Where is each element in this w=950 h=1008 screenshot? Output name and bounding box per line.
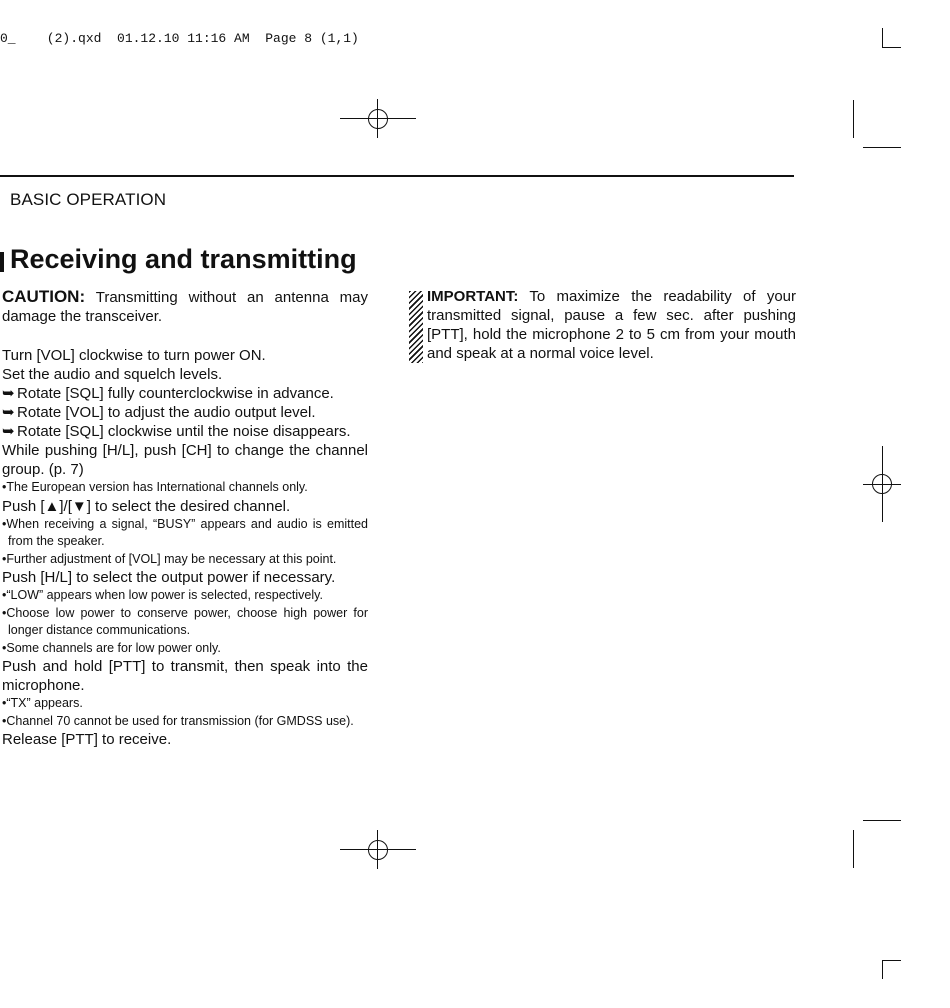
heading-marker [0, 252, 4, 272]
step-note: •Further adjustment of [VOL] may be necessary at this point. [2, 551, 337, 566]
crop-mark [863, 820, 901, 821]
crop-mark [882, 960, 901, 961]
important-text: To maximize the readability of your transmitted signal, pause a few sec. after pushing [PTT], hold the microphone 2 to 5 cm from your mouth and speak at a normal voice level. [427, 288, 796, 362]
sub-step: ➥ Rotate [VOL] to adjust the audio output level. [2, 404, 316, 421]
step-line: Set the audio and squelch levels. [2, 366, 223, 383]
crop-mark [853, 830, 854, 868]
page-heading: Receiving and transmitting [10, 244, 357, 274]
print-slug: 0_ (2).qxd 01.12.10 11:16 AM Page 8 (1,1) [0, 31, 359, 46]
crop-mark [882, 47, 901, 48]
step-line: While pushing [H/L], push [CH] to change the channel group. (p. 7) [2, 442, 368, 478]
step-note: •“LOW” appears when low power is selected, respectively. [2, 588, 323, 602]
crop-mark [882, 28, 883, 47]
step-line: Turn [VOL] clockwise to turn power ON. [2, 347, 266, 364]
step-note: •“TX” appears. [2, 696, 83, 710]
crop-mark [853, 100, 854, 138]
step-note: •When receiving a signal, “BUSY” appears and audio is emitted from the speaker. [2, 516, 368, 548]
section-title: BASIC OPERATION [10, 190, 167, 209]
step-line: Push and hold [PTT] to transmit, then speak into the microphone. [2, 658, 368, 694]
arrow-icon: ➥ [2, 423, 15, 440]
caution-text: Transmitting without an antenna may damage the transceiver. [2, 289, 369, 325]
step-note: •Channel 70 cannot be used for transmission (for GMDSS use). [2, 713, 354, 728]
step-line: Release [PTT] to receive. [2, 731, 172, 748]
caution-note [2, 287, 368, 326]
step-line: Push [▲]/[▼] to select the desired channel. [2, 497, 291, 515]
step-note: •Choose low power to conserve power, choose high power for longer distance communications. [2, 605, 368, 637]
arrow-icon: ➥ [2, 385, 15, 402]
caution-label: CAUTION: [2, 287, 86, 306]
steps-list [2, 346, 368, 749]
step-note: •Some channels are for low power only. [2, 640, 221, 655]
step-line: Push [H/L] to select the output power if necessary. [2, 569, 336, 586]
sub-step: ➥ Rotate [SQL] clockwise until the noise disappears. [2, 423, 351, 440]
arrow-icon: ➥ [2, 404, 15, 421]
important-label: IMPORTANT: [427, 288, 519, 305]
header-rule [0, 175, 794, 177]
important-body [427, 287, 796, 363]
hatch-marker [409, 291, 423, 363]
sub-step: ➥ Rotate [SQL] fully counterclockwise in advance. [2, 385, 334, 402]
step-note: •The European version has International channels only. [2, 480, 308, 494]
crop-mark [863, 147, 901, 148]
crop-mark [882, 960, 883, 979]
important-note [409, 287, 796, 363]
